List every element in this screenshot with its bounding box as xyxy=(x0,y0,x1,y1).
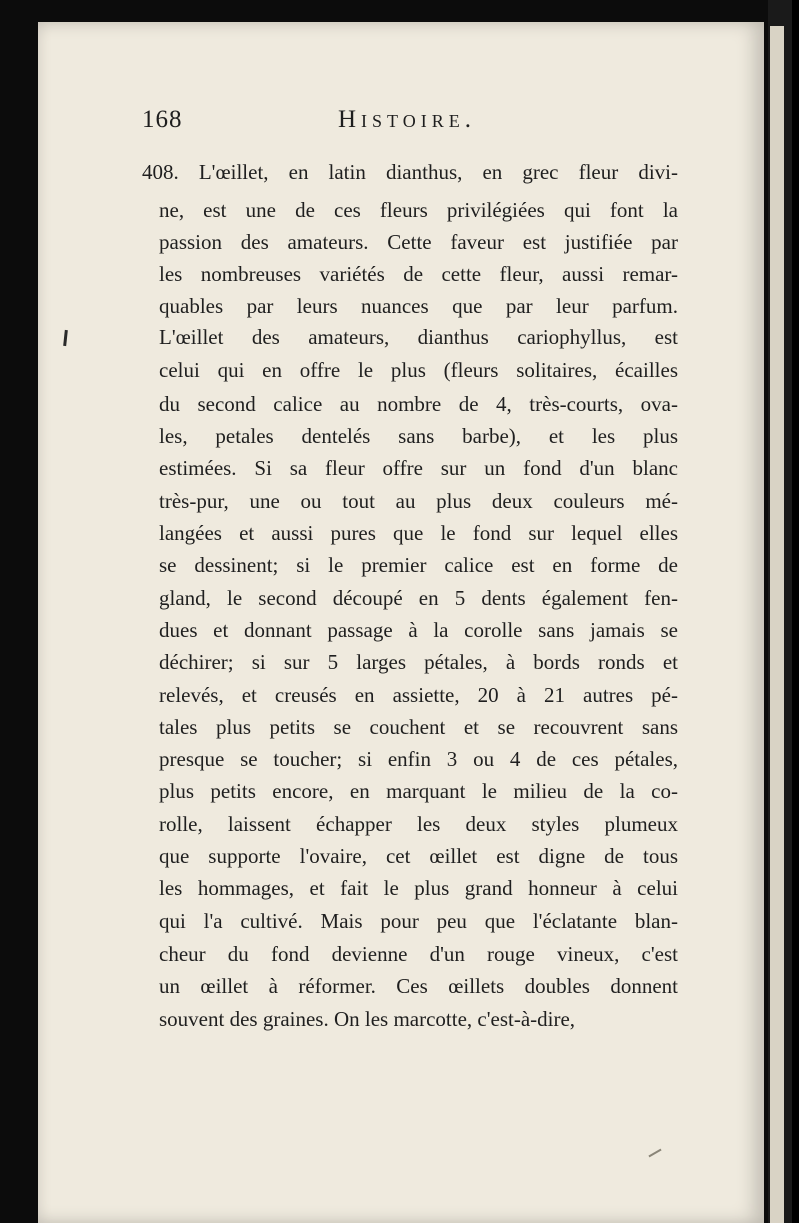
text-line: ne, est une de ces fleurs privilégiées qui font la xyxy=(159,198,678,222)
text-line: langées et aussi pures que le fond sur lequel elles xyxy=(159,521,678,545)
text-line: les, petales dentelés sans barbe), et les plus xyxy=(159,424,678,448)
text-line: relevés, et creusés en assiette, 20 à 21 autres pé- xyxy=(159,683,678,707)
text-line: qui l'a cultivé. Mais pour peu que l'éclatante blan- xyxy=(159,909,678,933)
text-line: passion des amateurs. Cette faveur est justifiée par xyxy=(159,230,678,254)
text-line: très-pur, une ou tout au plus deux couleurs mé- xyxy=(159,489,678,513)
text-line: souvent des graines. On les marcotte, c'est-à-dire, xyxy=(159,1007,576,1031)
page-number: 168 xyxy=(142,106,183,133)
running-title: Histoire. xyxy=(338,106,476,133)
text-line: gland, le second découpé en 5 dents également fen- xyxy=(159,586,678,610)
text-line: les nombreuses variétés de cette fleur, aussi remar- xyxy=(159,262,678,286)
text-line: presque se toucher; si enfin 3 ou 4 de ces pétales, xyxy=(159,747,678,771)
text-line: estimées. Si sa fleur offre sur un fond d'un blanc xyxy=(159,456,678,480)
text-line: un œillet à réformer. Ces œillets doubles donnent xyxy=(159,974,678,998)
text-line: plus petits encore, en marquant le milieu de la co- xyxy=(159,779,678,803)
text-line: du second calice au nombre de 4, très-courts, ova- xyxy=(159,392,678,416)
text-line: tales plus petits se couchent et se recouvrent sans xyxy=(159,715,678,739)
text-line: que supporte l'ovaire, cet œillet est digne de tous xyxy=(159,844,678,868)
text-line: quables par leurs nuances que par leur parfum. xyxy=(159,294,678,318)
text-line: dues et donnant passage à la corolle sans jamais se xyxy=(159,618,678,642)
text-line: 408. L'œillet, en latin dianthus, en grec fleur divi- xyxy=(142,160,678,184)
text-line: les hommages, et fait le plus grand honneur à celui xyxy=(159,876,678,900)
text-line: L'œillet des amateurs, dianthus cariophyllus, est xyxy=(159,325,678,349)
text-line: rolle, laissent échapper les deux styles plumeux xyxy=(159,812,678,836)
text-line: déchirer; si sur 5 larges pétales, à bords ronds et xyxy=(159,650,678,674)
text-line: celui qui en offre le plus (fleurs solitaires, écailles xyxy=(159,358,678,382)
text-line: cheur du fond devienne d'un rouge vineux, c'est xyxy=(159,942,678,966)
text-line: se dessinent; si le premier calice est en forme de xyxy=(159,553,678,577)
